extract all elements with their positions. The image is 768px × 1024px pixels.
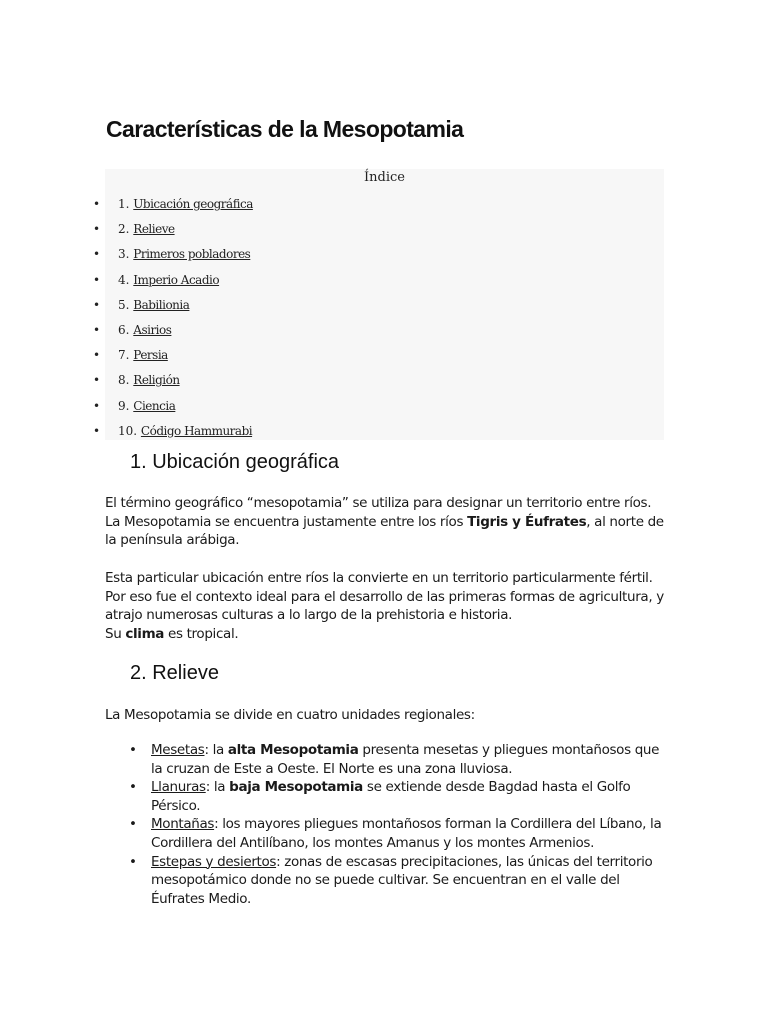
relieve-list (105, 741, 665, 908)
toc-item-number: 7. (118, 348, 130, 363)
term-mesetas: Mesetas (151, 742, 205, 758)
bullet-icon: • (93, 247, 101, 262)
bullet-icon: • (93, 423, 101, 438)
list-item: • Llanuras: la baja Mesopotamia se extiende desde Bagdad hasta el Golfo Pérsico. (129, 779, 631, 814)
toc-item-number: 10. (118, 423, 138, 438)
bullet-icon: • (129, 853, 137, 870)
bullet-icon: • (93, 272, 101, 287)
bullet-icon: • (129, 742, 137, 758)
bullet-icon: • (93, 197, 101, 211)
toc-heading: Índice (364, 170, 405, 185)
toc-item-number: 1. (118, 197, 130, 211)
toc-link-codigo-hammurabi[interactable]: Código Hammurabi (140, 423, 253, 438)
toc-link-ubicacion[interactable]: Ubicación geográfica (133, 197, 253, 211)
toc-link-ciencia[interactable]: Ciencia (133, 398, 176, 413)
section-heading-ubicacion: 1. Ubicación geográfica (130, 451, 340, 473)
bullet-icon: • (93, 322, 101, 337)
toc-item-number: 6. (118, 322, 130, 337)
toc-item-number: 4. (118, 272, 130, 287)
toc-link-imperio-acadio[interactable]: Imperio Acadio (133, 272, 220, 287)
toc-link-asirios[interactable]: Asirios (133, 322, 172, 337)
list-item: • Estepas y desiertos: zonas de escasas precipitaciones, las únicas del territorio mesopotámico donde no se puede cultivar. Se encuentran en el valle del Éufrates Medio. (129, 853, 653, 907)
bullet-icon: • (129, 816, 137, 833)
toc-item-number: 5. (118, 297, 130, 312)
toc-link-primeros-pobladores[interactable]: Primeros pobladores (133, 247, 251, 262)
paragraph-ubicacion-1: El término geográfico “mesopotamia” se utiliza para designar un territorio entre ríos. La Mesopotamia se encuentra justamente entre los ríos Tigris y Éufrates, al norte de la península arábiga. (105, 495, 664, 549)
term-estepas: Estepas y desiertos (151, 853, 277, 870)
bullet-icon: • (93, 222, 101, 237)
bullet-icon: • (93, 373, 101, 388)
toc-link-persia[interactable]: Persia (133, 348, 168, 363)
toc-item-number: 3. (118, 247, 130, 262)
bullet-icon: • (93, 297, 101, 312)
bullet-icon: • (93, 348, 101, 363)
toc-item-number: 2. (118, 222, 130, 237)
toc-item-number: 9. (118, 398, 130, 413)
paragraph-relieve-intro: La Mesopotamia se divide en cuatro unidades regionales: (105, 707, 475, 723)
bullet-icon: • (93, 398, 101, 413)
toc-item-number: 8. (118, 373, 130, 388)
section-heading-relieve: 2. Relieve (130, 662, 219, 684)
term-llanuras: Llanuras (151, 779, 206, 796)
term-montanas: Montañas (151, 816, 215, 833)
list-item: • Montañas: los mayores pliegues montañosos forman la Cordillera del Líbano, la Cordillera del Antilíbano, los montes Amanus y los montes Armenios. (129, 816, 662, 851)
page-title: Características de la Mesopotamia (106, 116, 464, 142)
toc-link-religion[interactable]: Religión (133, 373, 180, 388)
paragraph-ubicacion-2: Esta particular ubicación entre ríos la convierte en un territorio particularmente fértil. Por eso fue el contexto ideal para el desarrollo de las primeras formas de agricultura, y atrajo numerosas culturas a lo largo de la prehistoria e historia. Su clima es tropical. (105, 570, 664, 642)
list-item: • Mesetas: la alta Mesopotamia presenta mesetas y pliegues montañosos que la cruzan de Este a Oeste. El Norte es una zona lluviosa. (129, 742, 660, 777)
toc-link-relieve[interactable]: Relieve (133, 222, 175, 237)
toc-link-babilionia[interactable]: Babilionia (133, 297, 190, 312)
bullet-icon: • (129, 779, 137, 796)
